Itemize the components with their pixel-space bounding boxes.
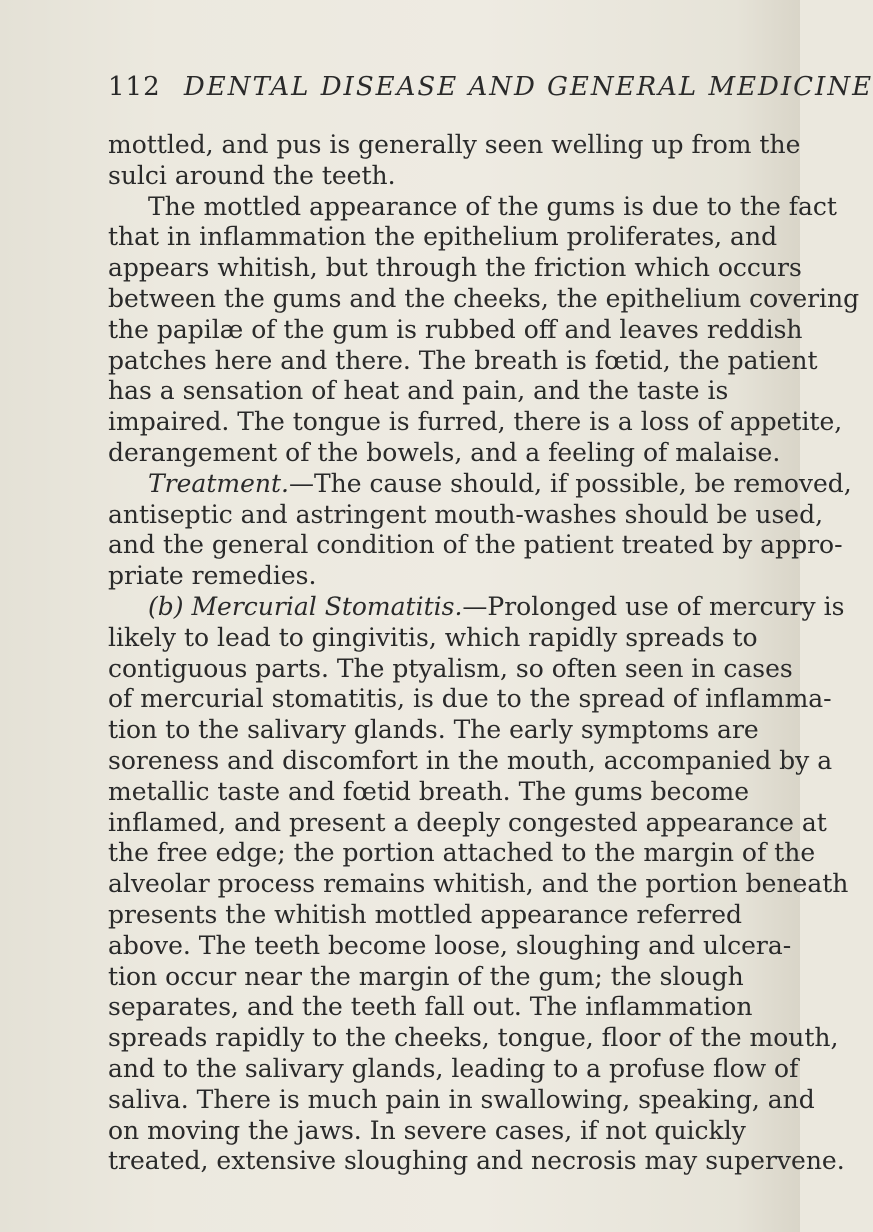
text-line: treated, extensive sloughing and necrosis may supervene. <box>108 1146 845 1176</box>
page-number: 112 <box>108 72 161 102</box>
text-line: has a sensation of heat and pain, and the taste is <box>108 376 729 406</box>
text-line: patches here and there. The breath is fœtid, the patient <box>108 345 818 375</box>
text-line: (b) Mercurial Stomatitis.—Prolonged use of mercury is <box>148 591 845 621</box>
text-line: metallic taste and fœtid breath. The gums become <box>108 776 750 806</box>
text-line: contiguous parts. The ptyalism, so often seen in cases <box>108 653 793 683</box>
section-label-mercurial-stomatitis: (b) Mercurial Stomatitis. <box>148 591 463 621</box>
text-line: tion occur near the margin of the gum; the slough <box>108 961 744 991</box>
text-line: the free edge; the portion attached to the margin of the <box>108 838 816 868</box>
page-header <box>108 72 873 102</box>
text-line: The mottled appearance of the gums is due to the fact <box>148 191 837 221</box>
text-line: saliva. There is much pain in swallowing, speaking, and <box>108 1084 815 1114</box>
text-line: that in inflammation the epithelium proliferates, and <box>108 222 778 252</box>
text-line: likely to lead to gingivitis, which rapidly spreads to <box>108 622 758 652</box>
text-line: on moving the jaws. In severe cases, if not quickly <box>108 1115 746 1145</box>
text-line: soreness and discomfort in the mouth, accompanied by a <box>108 745 833 775</box>
section-label-treatment: Treatment. <box>148 468 289 498</box>
text-line: between the gums and the cheeks, the epithelium covering <box>108 283 860 313</box>
text-line: impaired. The tongue is furred, there is a loss of appetite, <box>108 407 843 437</box>
text-line: and the general condition of the patient treated by appro- <box>108 530 843 560</box>
text-line: priate remedies. <box>108 561 317 591</box>
text-line: sulci around the teeth. <box>108 160 396 190</box>
text-line: mottled, and pus is generally seen welling up from the <box>108 130 801 159</box>
text-line: presents the whitish mottled appearance referred <box>108 899 742 929</box>
text-line: tion to the salivary glands. The early symptoms are <box>108 715 759 745</box>
body-text <box>108 130 860 1177</box>
text-line: derangement of the bowels, and a feeling of malaise. <box>108 437 781 467</box>
text-line: antiseptic and astringent mouth-washes should be used, <box>108 499 824 529</box>
text-line: alveolar process remains whitish, and the portion beneath <box>108 869 849 899</box>
text-line: and to the salivary glands, leading to a profuse flow of <box>108 1053 799 1083</box>
text-line: of mercurial stomatitis, is due to the spread of inflamma- <box>108 684 832 714</box>
text-line: the papilæ of the gum is rubbed off and leaves reddish <box>108 314 803 344</box>
text-line: above. The teeth become loose, sloughing and ulcera- <box>108 930 792 960</box>
text-line: inflamed, and present a deeply congested appearance at <box>108 807 827 837</box>
text-line: Treatment.—The cause should, if possible, be removed, <box>148 468 852 498</box>
text-line: spreads rapidly to the cheeks, tongue, floor of the mouth, <box>108 1023 839 1053</box>
text-line: separates, and the teeth fall out. The inflammation <box>108 992 753 1022</box>
text-line: appears whitish, but through the friction which occurs <box>108 253 802 283</box>
running-title: DENTAL DISEASE AND GENERAL MEDICINE <box>183 72 873 102</box>
